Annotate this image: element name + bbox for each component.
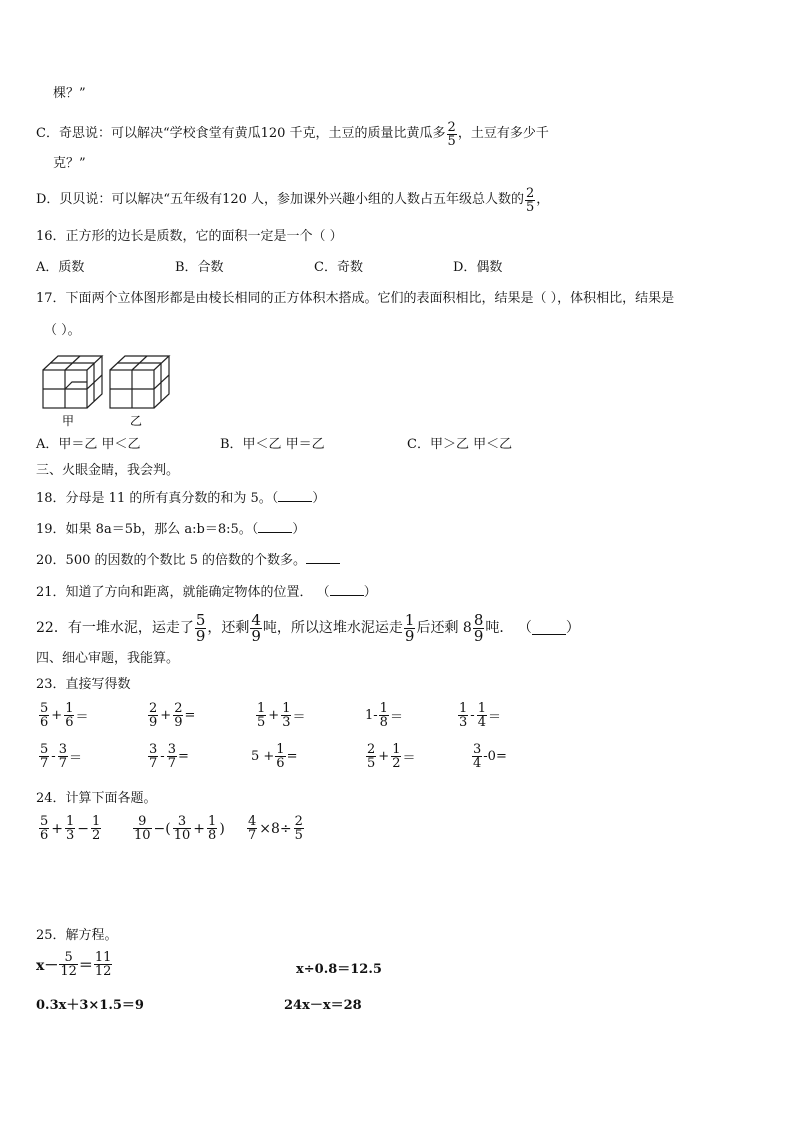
- q23-title: 23．直接写得数: [36, 677, 131, 692]
- fraction: [294, 815, 304, 842]
- math-symbol: ＝: [402, 751, 416, 766]
- numerator: 4: [251, 610, 261, 629]
- numerator: 1: [66, 814, 75, 829]
- fraction: [275, 743, 285, 770]
- numerator: 2: [526, 185, 535, 201]
- math-symbol: =: [177, 749, 189, 764]
- answer-blank[interactable]: [532, 622, 566, 635]
- fraction: [404, 610, 416, 645]
- denominator: 7: [40, 756, 49, 771]
- denominator: 9: [404, 626, 415, 645]
- fraction: [473, 610, 485, 645]
- denominator: 3: [66, 828, 75, 843]
- numerator: 5: [40, 814, 49, 829]
- denominator: 4: [477, 715, 486, 730]
- numerator: 3: [473, 742, 482, 757]
- denominator: 6: [40, 828, 49, 843]
- q16-option-b: B．合数: [175, 260, 224, 275]
- q17-cube-figures: [40, 350, 180, 430]
- fraction: [472, 743, 482, 770]
- denominator: 8: [379, 715, 388, 730]
- q25-equation-4: 24x－x＝28: [284, 998, 362, 1013]
- fraction: [207, 815, 217, 842]
- fraction: [58, 743, 68, 770]
- q23-item: [471, 743, 507, 770]
- numerator: 1: [282, 701, 291, 716]
- numerator: 9: [138, 814, 147, 829]
- fraction: [148, 743, 158, 770]
- q16-stem: 16．正方形的边长是质数，它的面积一定是一个（ ）: [36, 229, 343, 244]
- numerator: 1: [276, 742, 285, 757]
- fraction: [366, 743, 376, 770]
- fraction: [525, 187, 535, 214]
- math-symbol: =: [286, 749, 298, 764]
- numerator: 5: [64, 950, 73, 965]
- fraction: [379, 702, 389, 729]
- fraction: [173, 815, 192, 842]
- math-symbol: ): [219, 820, 225, 837]
- math-symbol: −(: [153, 820, 171, 837]
- q23-item: [365, 743, 415, 770]
- math-symbol: −: [77, 820, 90, 837]
- q23-item: [365, 702, 403, 729]
- q20-text: 20．500 的因数的个数比 5 的倍数的个数多。: [36, 553, 307, 568]
- answer-blank[interactable]: [258, 520, 292, 533]
- math-symbol: 5 +: [251, 749, 275, 764]
- numerator: 2: [149, 701, 158, 716]
- fraction: [247, 815, 257, 842]
- q21: 21．知道了方向和距离，就能确定物体的位置． （ ）: [36, 585, 377, 600]
- math-symbol: +: [51, 708, 63, 723]
- numerator: 1: [379, 701, 388, 716]
- q23-item: [147, 702, 195, 729]
- fraction: [64, 702, 74, 729]
- q25-title: 25．解方程。: [36, 928, 118, 943]
- figure-label-yi: 乙: [130, 414, 143, 428]
- q15-d-prefix: D．贝贝说：可以解决“五年级有120 人，参加课外兴趣小组的人数占五年级总人数的: [36, 192, 525, 207]
- q22: 22．有一堆水泥，运走了 $\frac{5}{9}$ ，还剩 $\frac{4}{9}$ 吨，所以这堆水泥运走 $\frac{1}{9}$ 后还剩 8 $\frac{8}{9}$ 吨． （ ）: [36, 610, 580, 645]
- answer-blank[interactable]: [278, 489, 312, 502]
- denominator: 3: [282, 715, 291, 730]
- fraction: [59, 951, 78, 978]
- numerator: 3: [149, 742, 158, 757]
- fraction: [39, 743, 49, 770]
- denominator: 5: [257, 715, 266, 730]
- math-symbol: +: [378, 749, 390, 764]
- numerator: 3: [177, 814, 187, 829]
- fraction: [39, 702, 49, 729]
- q23-item: [251, 743, 297, 770]
- fraction: [256, 702, 266, 729]
- fraction: [94, 951, 113, 978]
- math-symbol: -: [470, 708, 475, 723]
- denominator: 12: [94, 964, 112, 979]
- fraction: [91, 815, 101, 842]
- fraction: [65, 815, 75, 842]
- q16-option-d: D．偶数: [453, 260, 503, 275]
- q15-d-suffix: ，: [536, 192, 550, 207]
- q15-c-prefix: C．奇思说：可以解决“学校食堂有黄瓜120 千克，土豆的质量比黄瓜多: [36, 126, 446, 141]
- math-symbol: +: [51, 820, 64, 837]
- q17-option-b: B．甲＜乙 甲＝乙: [220, 437, 325, 452]
- answer-blank[interactable]: [306, 551, 340, 564]
- q17-option-c: C．甲＞乙 甲＜乙: [407, 437, 513, 452]
- numerator: 2: [294, 814, 303, 829]
- math-symbol: ＝: [68, 751, 82, 766]
- denominator: 2: [92, 828, 101, 843]
- denominator: 6: [276, 756, 285, 771]
- q24-expression-1: [38, 815, 102, 842]
- q17-stem-line2: （ ）。: [44, 323, 81, 338]
- math-symbol: ＝: [292, 710, 306, 725]
- fraction: [173, 702, 183, 729]
- math-symbol: ＝: [389, 710, 403, 725]
- q15-b-end: 棵？”: [53, 86, 86, 101]
- q23-item: [38, 702, 88, 729]
- denominator: 9: [174, 715, 183, 730]
- section-3-heading: 三、火眼金睛，我会判。: [36, 463, 180, 478]
- q24-title: 24．计算下面各题。: [36, 791, 157, 806]
- math-symbol: ＝: [487, 710, 501, 725]
- fraction: [391, 743, 401, 770]
- figure-label-jia: 甲: [62, 414, 75, 428]
- q19: 19．如果 8a＝5b，那么 a:b＝8:5。（ ）: [36, 522, 306, 537]
- figure-yi: [110, 356, 169, 408]
- q20: [36, 551, 340, 569]
- denominator: 9: [195, 626, 206, 645]
- math-symbol: +: [193, 820, 206, 837]
- numerator: 5: [40, 742, 49, 757]
- math-symbol: ＝: [78, 957, 93, 974]
- math-symbol: ＝: [75, 710, 89, 725]
- denominator: 6: [40, 715, 49, 730]
- denominator: 7: [167, 756, 176, 771]
- numerator: 8: [473, 610, 484, 629]
- q15-option-d: [36, 183, 549, 217]
- denominator: 12: [60, 964, 77, 979]
- numerator: 1: [477, 701, 486, 716]
- fraction: [281, 702, 291, 729]
- section-4-heading: 四、细心审题，我能算。: [36, 651, 180, 666]
- denominator: 5: [367, 756, 376, 771]
- math-symbol: -: [160, 749, 165, 764]
- denominator: 5: [526, 199, 535, 215]
- numerator: 1: [92, 814, 101, 829]
- numerator: 5: [40, 701, 49, 716]
- denominator: 9: [149, 715, 158, 730]
- denominator: 3: [459, 715, 468, 730]
- denominator: 6: [65, 715, 74, 730]
- math-symbol: 1-: [365, 708, 378, 723]
- math-symbol: -0=: [483, 749, 507, 764]
- q25-equation-3: 0.3x＋3×1.5＝9: [36, 998, 144, 1013]
- numerator: 11: [94, 950, 112, 965]
- denominator: 7: [58, 756, 67, 771]
- denominator: 7: [248, 828, 257, 843]
- numerator: 3: [167, 742, 176, 757]
- q19-text: 19．如果 8a＝5b，那么 a:b＝8:5。（: [36, 522, 259, 537]
- denominator: 5: [447, 133, 456, 149]
- denominator: 2: [392, 756, 401, 771]
- numerator: 1: [404, 610, 415, 629]
- math-symbol: +: [268, 708, 280, 723]
- q24-expression-3: [246, 815, 305, 842]
- numerator: 2: [367, 742, 376, 757]
- q15-option-c: [36, 117, 549, 151]
- q15-c-suffix: ，土豆有多少千: [457, 126, 549, 141]
- figure-jia: [43, 356, 102, 408]
- denominator: 8: [208, 828, 217, 843]
- fraction: [458, 702, 468, 729]
- fraction: [167, 743, 177, 770]
- fraction: [148, 702, 158, 729]
- q17-option-a: A．甲＝乙 甲＜乙: [36, 437, 141, 452]
- denominator: 5: [294, 828, 303, 843]
- denominator: 7: [149, 756, 158, 771]
- q23-item: [147, 743, 189, 770]
- numerator: 1: [65, 701, 74, 716]
- numerator: 1: [459, 701, 468, 716]
- fraction: [477, 702, 487, 729]
- q24-expression-2: [132, 815, 226, 842]
- math-symbol: ×8÷: [259, 820, 292, 837]
- denominator: 9: [473, 626, 484, 645]
- fraction: [447, 121, 457, 148]
- q15-c-end: 克？”: [53, 156, 86, 171]
- numerator: 1: [208, 814, 217, 829]
- q21-text: 21．知道了方向和距离，就能确定物体的位置． （: [36, 585, 330, 600]
- q25-equation-2: x÷0.8＝12.5: [296, 962, 382, 977]
- denominator: 10: [134, 828, 151, 843]
- math-symbol: +: [160, 708, 172, 723]
- q25-equation-1: [36, 951, 113, 978]
- numerator: 4: [248, 814, 257, 829]
- denominator: 9: [251, 626, 261, 645]
- denominator: 10: [173, 828, 191, 843]
- math-symbol: =: [184, 708, 196, 723]
- numerator: 5: [195, 610, 206, 629]
- q16-option-a: A．质数: [36, 260, 85, 275]
- fraction: [133, 815, 152, 842]
- q23-item: [38, 743, 82, 770]
- q23-item: [457, 702, 501, 729]
- q16-option-c: C．奇数: [314, 260, 363, 275]
- numerator: 2: [447, 119, 456, 135]
- denominator: 4: [473, 756, 482, 771]
- q23-item: [255, 702, 305, 729]
- numerator: 3: [58, 742, 67, 757]
- numerator: 1: [257, 701, 266, 716]
- math-symbol: -: [51, 749, 56, 764]
- answer-blank[interactable]: [330, 583, 364, 596]
- q18-text: 18．分母是 11 的所有真分数的和为 5。（: [36, 491, 279, 506]
- numerator: 1: [392, 742, 401, 757]
- q17-stem-line1: 17．下面两个立体图形都是由棱长相同的正方体积木搭成。它们的表面积相比，结果是（ ），体积相比，结果是: [36, 291, 675, 306]
- numerator: 2: [174, 701, 183, 716]
- fraction: [195, 610, 207, 645]
- fraction: [39, 815, 49, 842]
- q18: 18．分母是 11 的所有真分数的和为 5。（ ）: [36, 491, 326, 506]
- math-symbol: x－: [36, 957, 59, 974]
- fraction: [250, 610, 262, 645]
